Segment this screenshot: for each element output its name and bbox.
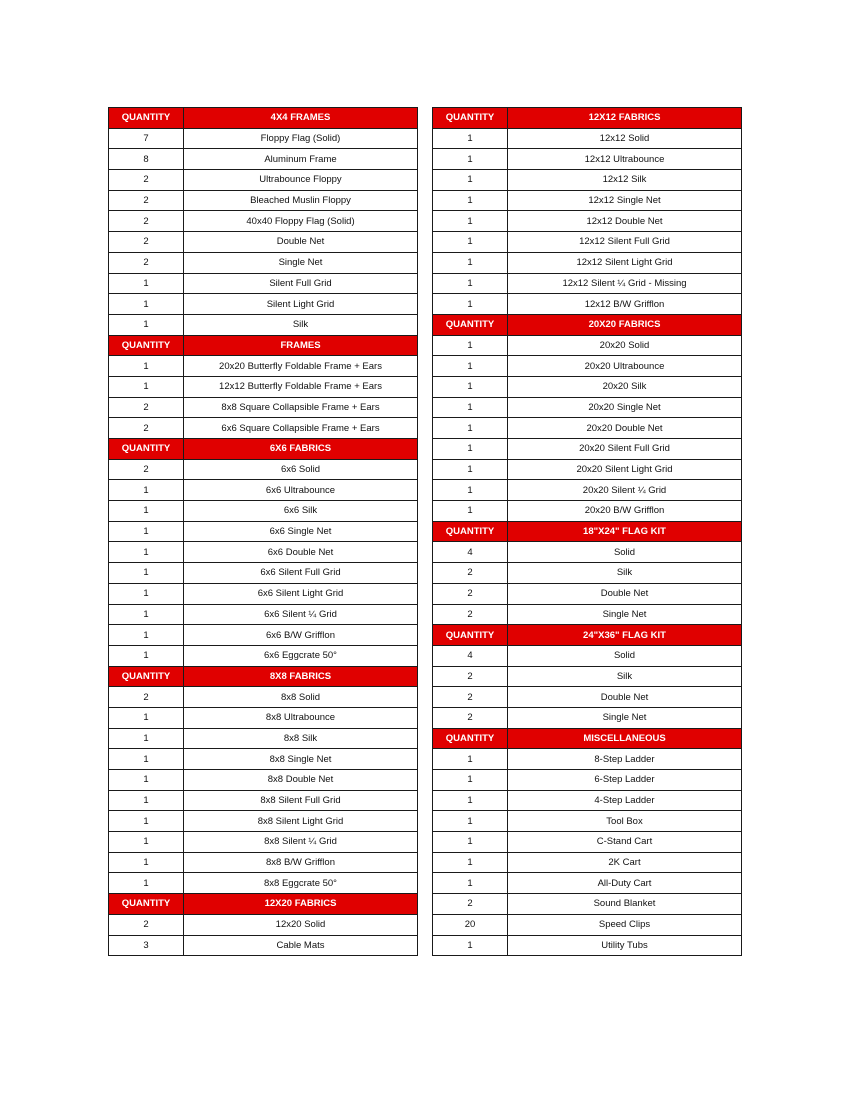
section-title: 6X6 FABRICS	[184, 439, 418, 460]
table-row	[433, 232, 742, 253]
item-quantity: 2	[433, 687, 508, 708]
item-quantity: 4	[433, 542, 508, 563]
quantity-column-header: QUANTITY	[109, 335, 184, 356]
item-quantity: 1	[433, 252, 508, 273]
item-quantity: 1	[109, 273, 184, 294]
section-header	[433, 108, 742, 129]
item-name: 20x20 Butterfly Foldable Frame + Ears	[184, 356, 418, 377]
table-row	[433, 832, 742, 853]
item-quantity: 1	[433, 128, 508, 149]
item-name: 6x6 Ultrabounce	[184, 480, 418, 501]
table-row	[109, 273, 418, 294]
item-name: 6x6 Silent Light Grid	[184, 583, 418, 604]
item-quantity: 1	[109, 728, 184, 749]
item-name: C-Stand Cart	[508, 832, 742, 853]
section-title: 12X12 FABRICS	[508, 108, 742, 129]
item-name: 12x20 Solid	[184, 914, 418, 935]
table-row	[433, 790, 742, 811]
item-quantity: 1	[433, 335, 508, 356]
item-quantity: 20	[433, 914, 508, 935]
section-header	[109, 439, 418, 460]
item-quantity: 1	[433, 439, 508, 460]
table-row	[433, 252, 742, 273]
item-quantity: 1	[433, 749, 508, 770]
item-quantity: 1	[433, 832, 508, 853]
table-row	[109, 583, 418, 604]
item-name: Silk	[508, 563, 742, 584]
section-title: MISCELLANEOUS	[508, 728, 742, 749]
item-quantity: 1	[433, 811, 508, 832]
item-quantity: 2	[109, 459, 184, 480]
table-row	[433, 935, 742, 956]
item-name: 8x8 Solid	[184, 687, 418, 708]
item-quantity: 1	[433, 459, 508, 480]
table-row	[433, 273, 742, 294]
item-name: Double Net	[184, 232, 418, 253]
table-row	[433, 501, 742, 522]
item-quantity: 1	[109, 314, 184, 335]
section-header	[109, 335, 418, 356]
table-row	[109, 294, 418, 315]
item-quantity: 8	[109, 149, 184, 170]
item-quantity: 2	[433, 563, 508, 584]
section-header	[109, 666, 418, 687]
item-name: 20x20 Ultrabounce	[508, 356, 742, 377]
item-quantity: 7	[109, 128, 184, 149]
table-row	[109, 314, 418, 335]
item-name: 20x20 Silent Light Grid	[508, 459, 742, 480]
table-row	[109, 687, 418, 708]
item-quantity: 2	[109, 190, 184, 211]
item-name: Single Net	[184, 252, 418, 273]
item-name: Silent Full Grid	[184, 273, 418, 294]
item-quantity: 1	[109, 770, 184, 791]
table-row	[109, 356, 418, 377]
item-quantity: 1	[433, 294, 508, 315]
table-row	[109, 873, 418, 894]
table-row	[433, 583, 742, 604]
item-name: 12x12 Silent Full Grid	[508, 232, 742, 253]
item-name: 40x40 Floppy Flag (Solid)	[184, 211, 418, 232]
table-row	[109, 790, 418, 811]
section-title: 8X8 FABRICS	[184, 666, 418, 687]
item-name: 8x8 Silent Full Grid	[184, 790, 418, 811]
item-quantity: 1	[433, 170, 508, 191]
table-row	[433, 459, 742, 480]
item-quantity: 1	[433, 873, 508, 894]
quantity-column-header: QUANTITY	[109, 108, 184, 129]
table-row	[109, 397, 418, 418]
item-quantity: 2	[433, 604, 508, 625]
item-quantity: 1	[109, 873, 184, 894]
item-quantity: 2	[433, 583, 508, 604]
item-name: Silent Light Grid	[184, 294, 418, 315]
item-name: 8x8 Eggcrate 50°	[184, 873, 418, 894]
table-row	[109, 811, 418, 832]
table-row	[109, 149, 418, 170]
table-row	[109, 252, 418, 273]
table-row	[433, 397, 742, 418]
item-name: 6x6 Solid	[184, 459, 418, 480]
section-header	[109, 108, 418, 129]
item-quantity: 1	[109, 583, 184, 604]
item-name: 20x20 Double Net	[508, 418, 742, 439]
table-row	[433, 770, 742, 791]
section-header	[433, 521, 742, 542]
item-name: 8-Step Ladder	[508, 749, 742, 770]
table-row	[433, 687, 742, 708]
table-row	[109, 542, 418, 563]
inventory-table-right	[432, 107, 742, 956]
table-row	[433, 335, 742, 356]
item-name: 12x12 Double Net	[508, 211, 742, 232]
quantity-column-header: QUANTITY	[433, 108, 508, 129]
table-row	[433, 439, 742, 460]
table-row	[109, 563, 418, 584]
item-quantity: 1	[109, 294, 184, 315]
quantity-column-header: QUANTITY	[109, 666, 184, 687]
item-quantity: 1	[433, 211, 508, 232]
table-row	[109, 832, 418, 853]
item-name: 8x8 Double Net	[184, 770, 418, 791]
item-quantity: 1	[433, 190, 508, 211]
table-row	[433, 128, 742, 149]
item-quantity: 2	[433, 894, 508, 915]
item-quantity: 2	[433, 707, 508, 728]
item-name: 8x8 Silent ¼ Grid	[184, 832, 418, 853]
table-row	[433, 294, 742, 315]
table-row	[109, 128, 418, 149]
table-row	[433, 190, 742, 211]
item-name: 12x12 Single Net	[508, 190, 742, 211]
section-title: 20X20 FABRICS	[508, 314, 742, 335]
quantity-column-header: QUANTITY	[433, 521, 508, 542]
item-quantity: 1	[433, 397, 508, 418]
item-name: Double Net	[508, 687, 742, 708]
item-quantity: 2	[109, 418, 184, 439]
item-name: Sound Blanket	[508, 894, 742, 915]
item-name: Cable Mats	[184, 935, 418, 956]
item-name: 6x6 Square Collapsible Frame + Ears	[184, 418, 418, 439]
item-name: Bleached Muslin Floppy	[184, 190, 418, 211]
table-row	[109, 914, 418, 935]
item-name: Aluminum Frame	[184, 149, 418, 170]
table-row	[109, 852, 418, 873]
item-name: Single Net	[508, 604, 742, 625]
item-quantity: 1	[433, 149, 508, 170]
item-name: Solid	[508, 542, 742, 563]
item-quantity: 1	[109, 625, 184, 646]
item-quantity: 1	[433, 501, 508, 522]
item-quantity: 1	[433, 418, 508, 439]
table-row	[109, 170, 418, 191]
item-quantity: 1	[109, 376, 184, 397]
item-name: 12x12 Solid	[508, 128, 742, 149]
item-quantity: 1	[109, 356, 184, 377]
table-row	[109, 749, 418, 770]
item-name: 12x12 B/W Grifflon	[508, 294, 742, 315]
item-name: 12x12 Silk	[508, 170, 742, 191]
section-title: 12X20 FABRICS	[184, 894, 418, 915]
table-row	[433, 749, 742, 770]
quantity-column-header: QUANTITY	[433, 314, 508, 335]
table-row	[109, 728, 418, 749]
table-row	[109, 625, 418, 646]
item-quantity: 1	[109, 852, 184, 873]
table-row	[433, 645, 742, 666]
table-row	[433, 170, 742, 191]
item-name: Tool Box	[508, 811, 742, 832]
table-row	[109, 645, 418, 666]
item-quantity: 2	[109, 252, 184, 273]
table-row	[433, 211, 742, 232]
table-row	[109, 418, 418, 439]
section-title: 4X4 FRAMES	[184, 108, 418, 129]
quantity-column-header: QUANTITY	[433, 625, 508, 646]
item-name: 20x20 Silk	[508, 376, 742, 397]
table-row	[433, 376, 742, 397]
item-name: Double Net	[508, 583, 742, 604]
item-quantity: 1	[109, 707, 184, 728]
item-name: Solid	[508, 645, 742, 666]
item-quantity: 2	[109, 914, 184, 935]
item-quantity: 1	[433, 232, 508, 253]
table-row	[433, 563, 742, 584]
section-title: 18"X24" FLAG KIT	[508, 521, 742, 542]
table-row	[433, 852, 742, 873]
table-row	[433, 418, 742, 439]
item-quantity: 1	[433, 480, 508, 501]
item-quantity: 2	[109, 687, 184, 708]
table-row	[109, 604, 418, 625]
item-quantity: 2	[109, 232, 184, 253]
table-row	[433, 542, 742, 563]
table-row	[109, 459, 418, 480]
item-name: 20x20 Single Net	[508, 397, 742, 418]
item-name: Single Net	[508, 707, 742, 728]
item-quantity: 1	[433, 273, 508, 294]
item-quantity: 1	[109, 501, 184, 522]
item-name: 20x20 Silent Full Grid	[508, 439, 742, 460]
item-quantity: 1	[433, 376, 508, 397]
item-quantity: 1	[109, 790, 184, 811]
item-quantity: 2	[109, 211, 184, 232]
inventory-table-left	[108, 107, 418, 956]
item-name: 8x8 Square Collapsible Frame + Ears	[184, 397, 418, 418]
item-name: 6x6 Silk	[184, 501, 418, 522]
table-row	[109, 707, 418, 728]
table-row	[433, 894, 742, 915]
item-name: All-Duty Cart	[508, 873, 742, 894]
section-title: FRAMES	[184, 335, 418, 356]
item-name: 20x20 Solid	[508, 335, 742, 356]
item-name: 4-Step Ladder	[508, 790, 742, 811]
item-quantity: 1	[433, 356, 508, 377]
table-row	[433, 707, 742, 728]
item-name: 2K Cart	[508, 852, 742, 873]
item-quantity: 1	[433, 770, 508, 791]
section-header	[109, 894, 418, 915]
item-quantity: 1	[109, 645, 184, 666]
table-row	[433, 666, 742, 687]
item-name: 6x6 Single Net	[184, 521, 418, 542]
item-quantity: 3	[109, 935, 184, 956]
section-header	[433, 728, 742, 749]
item-name: Floppy Flag (Solid)	[184, 128, 418, 149]
item-quantity: 1	[109, 480, 184, 501]
item-quantity: 2	[109, 170, 184, 191]
item-quantity: 1	[109, 542, 184, 563]
item-name: Silk	[508, 666, 742, 687]
item-name: Speed Clips	[508, 914, 742, 935]
section-title: 24"X36" FLAG KIT	[508, 625, 742, 646]
item-name: 8x8 Silk	[184, 728, 418, 749]
item-name: 8x8 B/W Grifflon	[184, 852, 418, 873]
section-header	[433, 625, 742, 646]
item-quantity: 1	[109, 832, 184, 853]
item-name: 6x6 Eggcrate 50°	[184, 645, 418, 666]
table-row	[109, 232, 418, 253]
table-row	[109, 190, 418, 211]
quantity-column-header: QUANTITY	[433, 728, 508, 749]
table-row	[433, 604, 742, 625]
item-quantity: 1	[109, 811, 184, 832]
table-row	[433, 811, 742, 832]
table-row	[433, 149, 742, 170]
item-quantity: 2	[109, 397, 184, 418]
item-name: Silk	[184, 314, 418, 335]
item-name: 12x12 Ultrabounce	[508, 149, 742, 170]
table-row	[109, 770, 418, 791]
item-name: 6x6 Silent Full Grid	[184, 563, 418, 584]
item-quantity: 1	[109, 521, 184, 542]
item-name: 8x8 Ultrabounce	[184, 707, 418, 728]
item-quantity: 1	[433, 852, 508, 873]
item-name: 12x12 Silent ¼ Grid - Missing	[508, 273, 742, 294]
table-row	[433, 480, 742, 501]
item-name: Ultrabounce Floppy	[184, 170, 418, 191]
quantity-column-header: QUANTITY	[109, 439, 184, 460]
item-name: 6-Step Ladder	[508, 770, 742, 791]
table-row	[109, 501, 418, 522]
table-row	[109, 935, 418, 956]
item-quantity: 1	[109, 563, 184, 584]
item-name: 20x20 Silent ¼ Grid	[508, 480, 742, 501]
item-name: 12x12 Silent Light Grid	[508, 252, 742, 273]
item-name: 20x20 B/W Grifflon	[508, 501, 742, 522]
table-row	[109, 521, 418, 542]
item-name: 6x6 B/W Grifflon	[184, 625, 418, 646]
item-quantity: 1	[109, 604, 184, 625]
quantity-column-header: QUANTITY	[109, 894, 184, 915]
item-name: 8x8 Silent Light Grid	[184, 811, 418, 832]
item-quantity: 1	[109, 749, 184, 770]
table-row	[109, 376, 418, 397]
item-quantity: 4	[433, 645, 508, 666]
table-row	[433, 914, 742, 935]
item-quantity: 1	[433, 935, 508, 956]
item-name: 6x6 Silent ¼ Grid	[184, 604, 418, 625]
section-header	[433, 314, 742, 335]
item-name: 6x6 Double Net	[184, 542, 418, 563]
item-quantity: 2	[433, 666, 508, 687]
item-name: 12x12 Butterfly Foldable Frame + Ears	[184, 376, 418, 397]
item-name: Utility Tubs	[508, 935, 742, 956]
table-row	[109, 211, 418, 232]
table-row	[433, 356, 742, 377]
item-name: 8x8 Single Net	[184, 749, 418, 770]
table-row	[433, 873, 742, 894]
item-quantity: 1	[433, 790, 508, 811]
table-row	[109, 480, 418, 501]
